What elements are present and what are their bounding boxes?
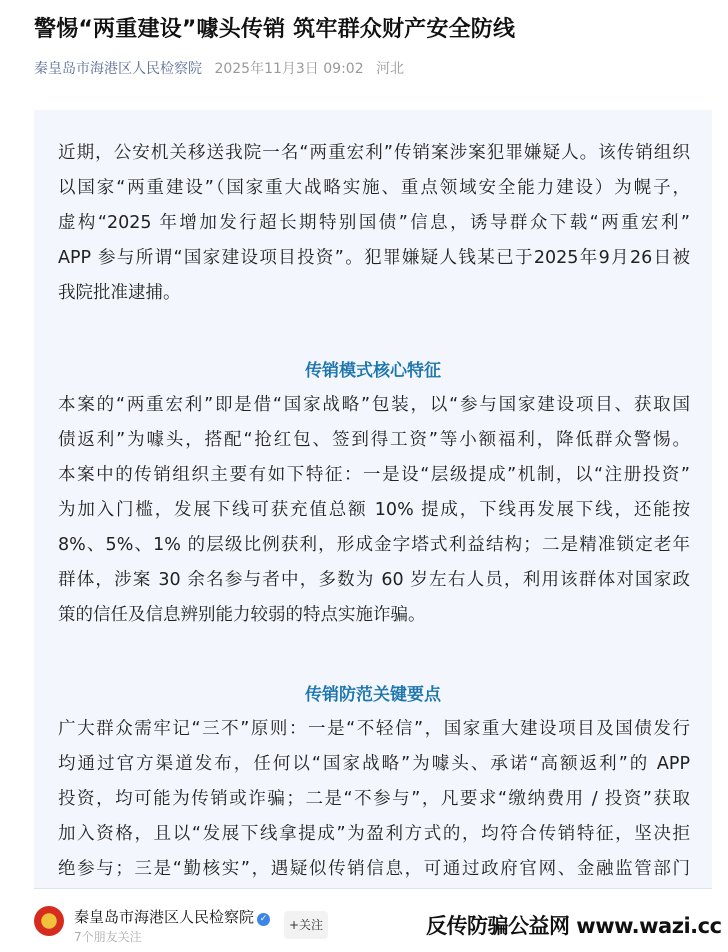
article-title: 警惕“两重建设”噱头传销 筑牢群众财产安全防线 [34, 17, 516, 42]
paragraph-line: 绝参与；三是“勤核实”，遇疑似传销信息，可通过政府官网、金融监管部门 [58, 859, 690, 879]
paragraph-line: 本案中的传销组织主要有如下特征：一是设“层级提成”机制，以“注册投资” [58, 465, 690, 485]
paragraph-line: 虚构“2025 年增加发行超长期特别国债”信息，诱导群众下载“两重宏利” [58, 213, 690, 233]
follow-button[interactable]: +关注 [284, 911, 328, 939]
paragraph-line: 为加入门槛，发展下线可获充值总额 10% 提成，下线再发展下线，还能按 [58, 500, 690, 520]
account-avatar-emblem-icon[interactable] [34, 906, 64, 936]
paragraph-line: 加入资格，且以“发展下线拿提成”为盈利方式的，均符合传销特征，坚决拒 [58, 824, 690, 844]
verified-icon: ✓ [257, 913, 270, 926]
account-footer [0, 890, 728, 952]
paragraph-line: 群体，涉案 30 余名参与者中，多数为 60 岁左右人员，利用该群体对国家政 [58, 570, 690, 590]
account-name[interactable] [74, 906, 270, 927]
paragraph-line: 均通过官方渠道发布，任何以“国家战略”为噱头、承诺“高额返利”的 APP [58, 754, 690, 774]
paragraph-line: 策的信任及信息辨别能力较弱的特点实施诈骗。 [58, 605, 426, 625]
article-body [34, 110, 712, 889]
paragraph-line: APP 参与所谓“国家建设项目投资”。犯罪嫌疑人钱某已于2025年9月26日被 [58, 248, 690, 268]
paragraph-line: 8%、5%、1% 的层级比例获利，形成金字塔式利益结构；二是精准锁定老年 [58, 535, 690, 555]
article-meta [34, 58, 412, 78]
location: 河北 [376, 61, 405, 77]
paragraph-line: 广大群众需牢记“三不”原则：一是“不轻信”，国家重大建设项目及国债发行 [58, 719, 690, 739]
paragraph-line: 以国家“两重建设”（国家重大战略实施、重点领域安全能力建设）为幌子， [58, 178, 690, 198]
section-heading: 传销防范关键要点 [305, 685, 441, 705]
paragraph-line: 近期，公安机关移送我院一名“两重宏利”传销案涉案犯罪嫌疑人。该传销组织 [58, 143, 690, 163]
paragraph-line: 本案的“两重宏利”即是借“国家战略”包装，以“参与国家建设项目、获取国 [58, 395, 690, 415]
publish-datetime: 2025年11月3日 09:02 [214, 61, 364, 77]
section-heading: 传销模式核心特征 [305, 361, 441, 381]
source-link[interactable]: 秦皇岛市海港区人民检察院 [34, 61, 202, 77]
friends-following: 7个朋友关注 [74, 930, 142, 944]
paragraph-line: 债返利”为噱头，搭配“抢红包、签到得工资”等小额福利，降低群众警惕。 [58, 430, 690, 450]
paragraph-line: 我院批准逮捕。 [58, 283, 181, 303]
account-name-text: 秦皇岛市海港区人民检察院 [74, 908, 255, 926]
paragraph-line: 投资，均可能为传销或诈骗；二是“不参与”，凡要求“缴纳费用 / 投资”获取 [58, 789, 690, 809]
watermark: 反传防骗公益网 www.wazi.cc [426, 914, 722, 938]
